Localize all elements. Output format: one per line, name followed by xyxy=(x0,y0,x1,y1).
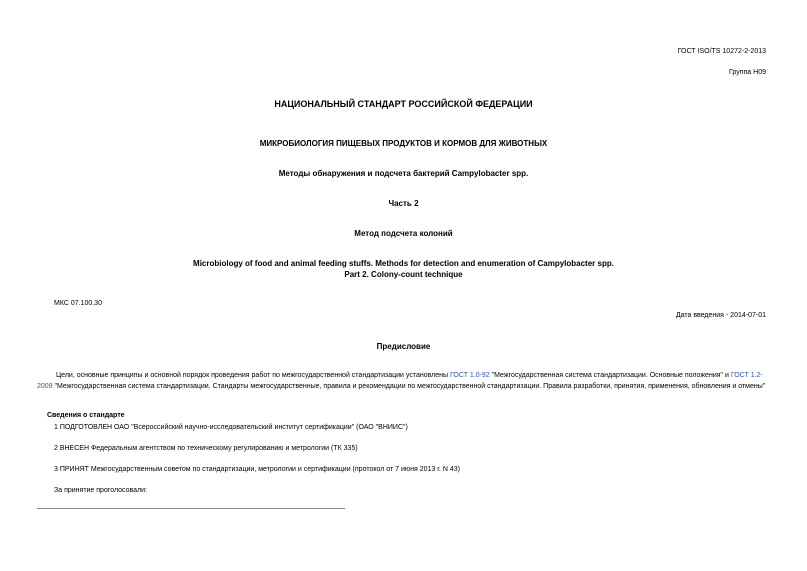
foreword-heading: Предисловие xyxy=(376,342,431,351)
about-item-1: 1 ПОДГОТОВЛЕН ОАО "Всероссийский научно-исследовательский институт сертификации" (ОАО "ВНИИС") xyxy=(54,424,408,431)
foreword-text-1: Цели, основные принципы и основной порядок проведения работ по межгосударственной стандартизации установлены xyxy=(56,372,450,379)
about-item-2: 2 ВНЕСЕН Федеральным агентством по техническому регулированию и метрологии (ТК 335) xyxy=(54,445,358,452)
mks-code: МКС 07.100.30 xyxy=(54,300,102,307)
main-title: МИКРОБИОЛОГИЯ ПИЩЕВЫХ ПРОДУКТОВ И КОРМОВ ДЛЯ ЖИВОТНЫХ xyxy=(259,139,548,148)
foreword-text-3: "Межгосударственная система стандартизации. Стандарты межгосударственные, правила и рекомендации по межгосударственной стандартизации. Правила разработки, принятия, применения, обновления и отмены" xyxy=(52,383,766,390)
part-number: Часть 2 xyxy=(388,199,419,208)
gost-1-2-2009-link[interactable]: ГОСТ 1.2-2009 xyxy=(37,372,763,390)
subtitle: Методы обнаружения и подсчета бактерий Campylobacter spp. xyxy=(278,169,529,178)
document-code: ГОСТ ISO/TS 10272-2-2013 xyxy=(677,48,766,55)
about-item-4: За принятие проголосовали: xyxy=(54,487,147,494)
part-title: Метод подсчета колоний xyxy=(354,229,453,238)
about-standard-heading: Сведения о стандарте xyxy=(47,412,125,419)
group-code: Группа Н09 xyxy=(729,69,766,76)
national-standard-heading: НАЦИОНАЛЬНЫЙ СТАНДАРТ РОССИЙСКОЙ ФЕДЕРАЦИИ xyxy=(274,99,533,109)
english-title-line2: Part 2. Colony-count technique xyxy=(344,270,463,279)
about-item-3: 3 ПРИНЯТ Межгосударственным советом по стандартизации, метрологии и сертификации (протокол от 7 июня 2013 г. N 43) xyxy=(54,466,460,473)
english-title-line1: Microbiology of food and animal feeding stuffs. Methods for detection and enumeration of Campylobacter spp. xyxy=(193,259,614,268)
introduction-date: Дата введения - 2014-07-01 xyxy=(675,312,766,319)
foreword-paragraph xyxy=(37,370,769,392)
foreword-text-2: "Межгосударственная система стандартизации. Основные положения" и xyxy=(489,372,731,379)
gost-1-0-92-link[interactable]: ГОСТ 1.0-92 xyxy=(449,372,490,379)
footnote-divider xyxy=(37,508,345,509)
